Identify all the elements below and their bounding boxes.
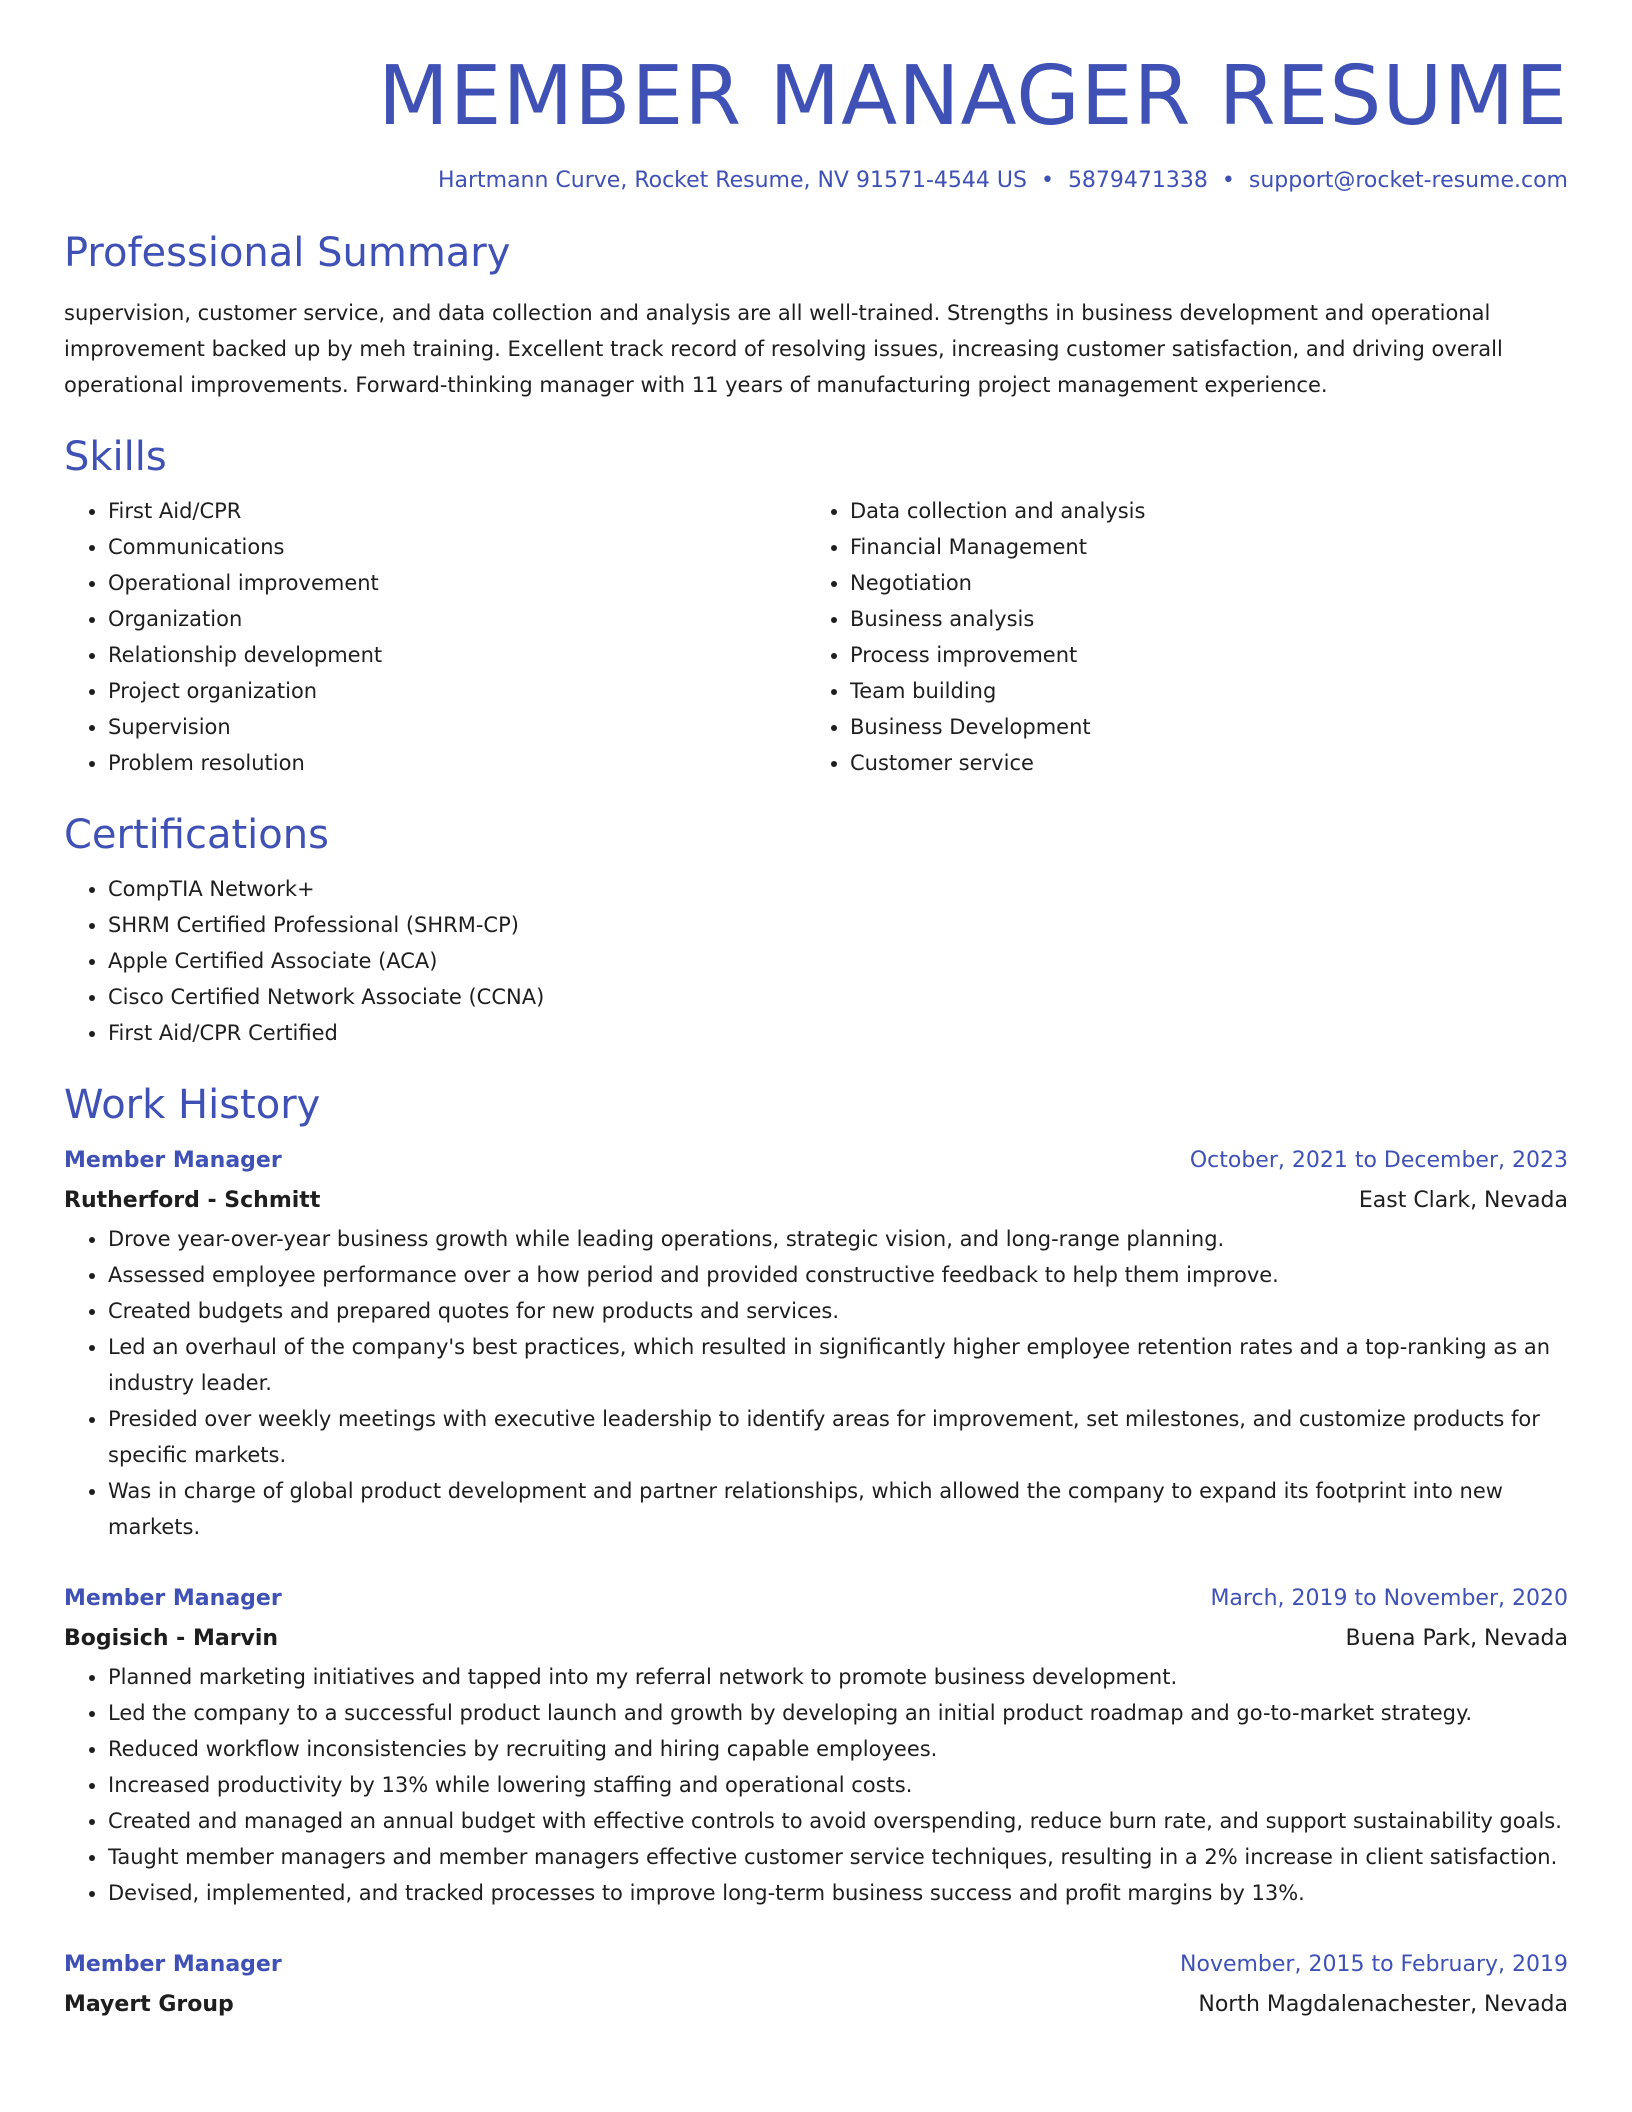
certification-item: • Apple Certified Associate (ACA) xyxy=(108,943,1568,979)
work-history-section xyxy=(64,1081,1568,2025)
skill-item: • Relationship development xyxy=(108,637,806,673)
skill-item: • First Aid/CPR xyxy=(108,493,806,529)
section-title-summary: Professional Summary xyxy=(64,230,511,277)
job-header-row xyxy=(64,1945,1568,1985)
job-entry xyxy=(64,1141,1568,1545)
certification-item: • First Aid/CPR Certified xyxy=(108,1015,1568,1051)
skill-item: • Negotiation xyxy=(850,565,1548,601)
skill-item: • Customer service xyxy=(850,745,1548,781)
skill-item: • Process improvement xyxy=(850,637,1548,673)
job-bullet: • Drove year-over-year business growth while leading operations, strategic vision, and long-range planning. xyxy=(108,1221,1568,1257)
contact-email: support@rocket-resume.com xyxy=(1248,168,1568,194)
job-bullet: • Created budgets and prepared quotes for new products and services. xyxy=(108,1293,1568,1329)
job-header-row xyxy=(64,1579,1568,1619)
skills-list-right xyxy=(806,493,1548,781)
skills-column-right xyxy=(806,493,1548,781)
job-bullet: • Was in charge of global product development and partner relationships, which allowed the company to expand its footprint into new markets. xyxy=(108,1473,1568,1545)
job-bullet: • Assessed employee performance over a how period and provided constructive feedback to help them improve. xyxy=(108,1257,1568,1293)
skill-item: • Project organization xyxy=(108,673,806,709)
contact-phone: 5879471338 xyxy=(1067,168,1208,194)
summary-section xyxy=(64,229,1568,403)
job-bullet: • Planned marketing initiatives and tapped into my referral network to promote business development. xyxy=(108,1659,1568,1695)
job-location: East Clark, Nevada xyxy=(1358,1188,1568,1214)
job-bullets xyxy=(64,1659,1568,1911)
skill-item: • Operational improvement xyxy=(108,565,806,601)
job-company-row xyxy=(64,1619,1568,1659)
job-bullet: • Presided over weekly meetings with executive leadership to identify areas for improvement, set milestones, and customize products for specific markets. xyxy=(108,1401,1568,1473)
job-title: Member Manager xyxy=(64,1952,282,1978)
job-company-row xyxy=(64,1985,1568,2025)
job-title: Member Manager xyxy=(64,1148,282,1174)
skill-item: • Data collection and analysis xyxy=(850,493,1548,529)
job-dates: November, 2015 to February, 2019 xyxy=(1180,1952,1568,1978)
skill-item: • Team building xyxy=(850,673,1548,709)
job-dates: March, 2019 to November, 2020 xyxy=(1210,1586,1568,1612)
skill-item: • Organization xyxy=(108,601,806,637)
certifications-list xyxy=(64,871,1568,1051)
job-title: Member Manager xyxy=(64,1586,282,1612)
job-company-row xyxy=(64,1181,1568,1221)
job-dates: October, 2021 to December, 2023 xyxy=(1189,1148,1568,1174)
job-header-row xyxy=(64,1141,1568,1181)
certification-item: • Cisco Certified Network Associate (CCNA) xyxy=(108,979,1568,1015)
job-bullet: • Devised, implemented, and tracked processes to improve long-term business success and profit margins by 13%. xyxy=(108,1875,1568,1911)
skill-item: • Communications xyxy=(108,529,806,565)
job-bullets xyxy=(64,1221,1568,1545)
skills-columns xyxy=(64,493,1568,781)
job-company: Rutherford - Schmitt xyxy=(64,1188,321,1214)
certification-item: • SHRM Certified Professional (SHRM-CP) xyxy=(108,907,1568,943)
contact-line xyxy=(64,168,1568,193)
skill-item: • Supervision xyxy=(108,709,806,745)
job-location: North Magdalenachester, Nevada xyxy=(1198,1992,1568,2018)
skills-list-left xyxy=(64,493,806,781)
section-title-work-history: Work History xyxy=(64,1082,321,1129)
job-entry xyxy=(64,1579,1568,1911)
job-bullet: • Led an overhaul of the company's best practices, which resulted in significantly higher employee retention rates and a top-ranking as an industry leader. xyxy=(108,1329,1568,1401)
resume-title: MEMBER MANAGER RESUME xyxy=(377,49,1568,144)
certification-item: • CompTIA Network+ xyxy=(108,871,1568,907)
section-title-certifications: Certifications xyxy=(64,812,329,859)
job-bullet: • Reduced workflow inconsistencies by recruiting and hiring capable employees. xyxy=(108,1731,1568,1767)
job-company: Mayert Group xyxy=(64,1992,234,2018)
skill-item: • Business analysis xyxy=(850,601,1548,637)
job-bullet: • Led the company to a successful product launch and growth by developing an initial product roadmap and go-to-market strategy. xyxy=(108,1695,1568,1731)
job-company: Bogisich - Marvin xyxy=(64,1626,279,1652)
contact-separator: • xyxy=(1221,168,1235,194)
contact-separator: • xyxy=(1040,168,1054,194)
skill-item: • Financial Management xyxy=(850,529,1548,565)
job-location: Buena Park, Nevada xyxy=(1345,1626,1568,1652)
job-bullet: • Created and managed an annual budget with effective controls to avoid overspending, reduce burn rate, and support sustainability goals. xyxy=(108,1803,1568,1839)
job-bullet: • Increased productivity by 13% while lowering staffing and operational costs. xyxy=(108,1767,1568,1803)
section-title-skills: Skills xyxy=(64,434,167,481)
job-entry xyxy=(64,1945,1568,2025)
job-bullet: • Taught member managers and member managers effective customer service techniques, resulting in a 2% increase in client satisfaction. xyxy=(108,1839,1568,1875)
skill-item: • Problem resolution xyxy=(108,745,806,781)
skill-item: • Business Development xyxy=(850,709,1548,745)
summary-text: supervision, customer service, and data collection and analysis are all well-trained. Strengths in business development and operational improvement backed up by meh training. Excellent track record of resolving issues, increasing customer satisfaction, and driving overall operational improvements. Forward-thinking manager with 11 years of manufacturing project management experience. xyxy=(64,301,1503,398)
skills-column-left xyxy=(64,493,806,781)
certifications-section xyxy=(64,811,1568,1051)
contact-address: Hartmann Curve, Rocket Resume, NV 91571-4544 US xyxy=(437,168,1027,194)
skills-section xyxy=(64,433,1568,781)
